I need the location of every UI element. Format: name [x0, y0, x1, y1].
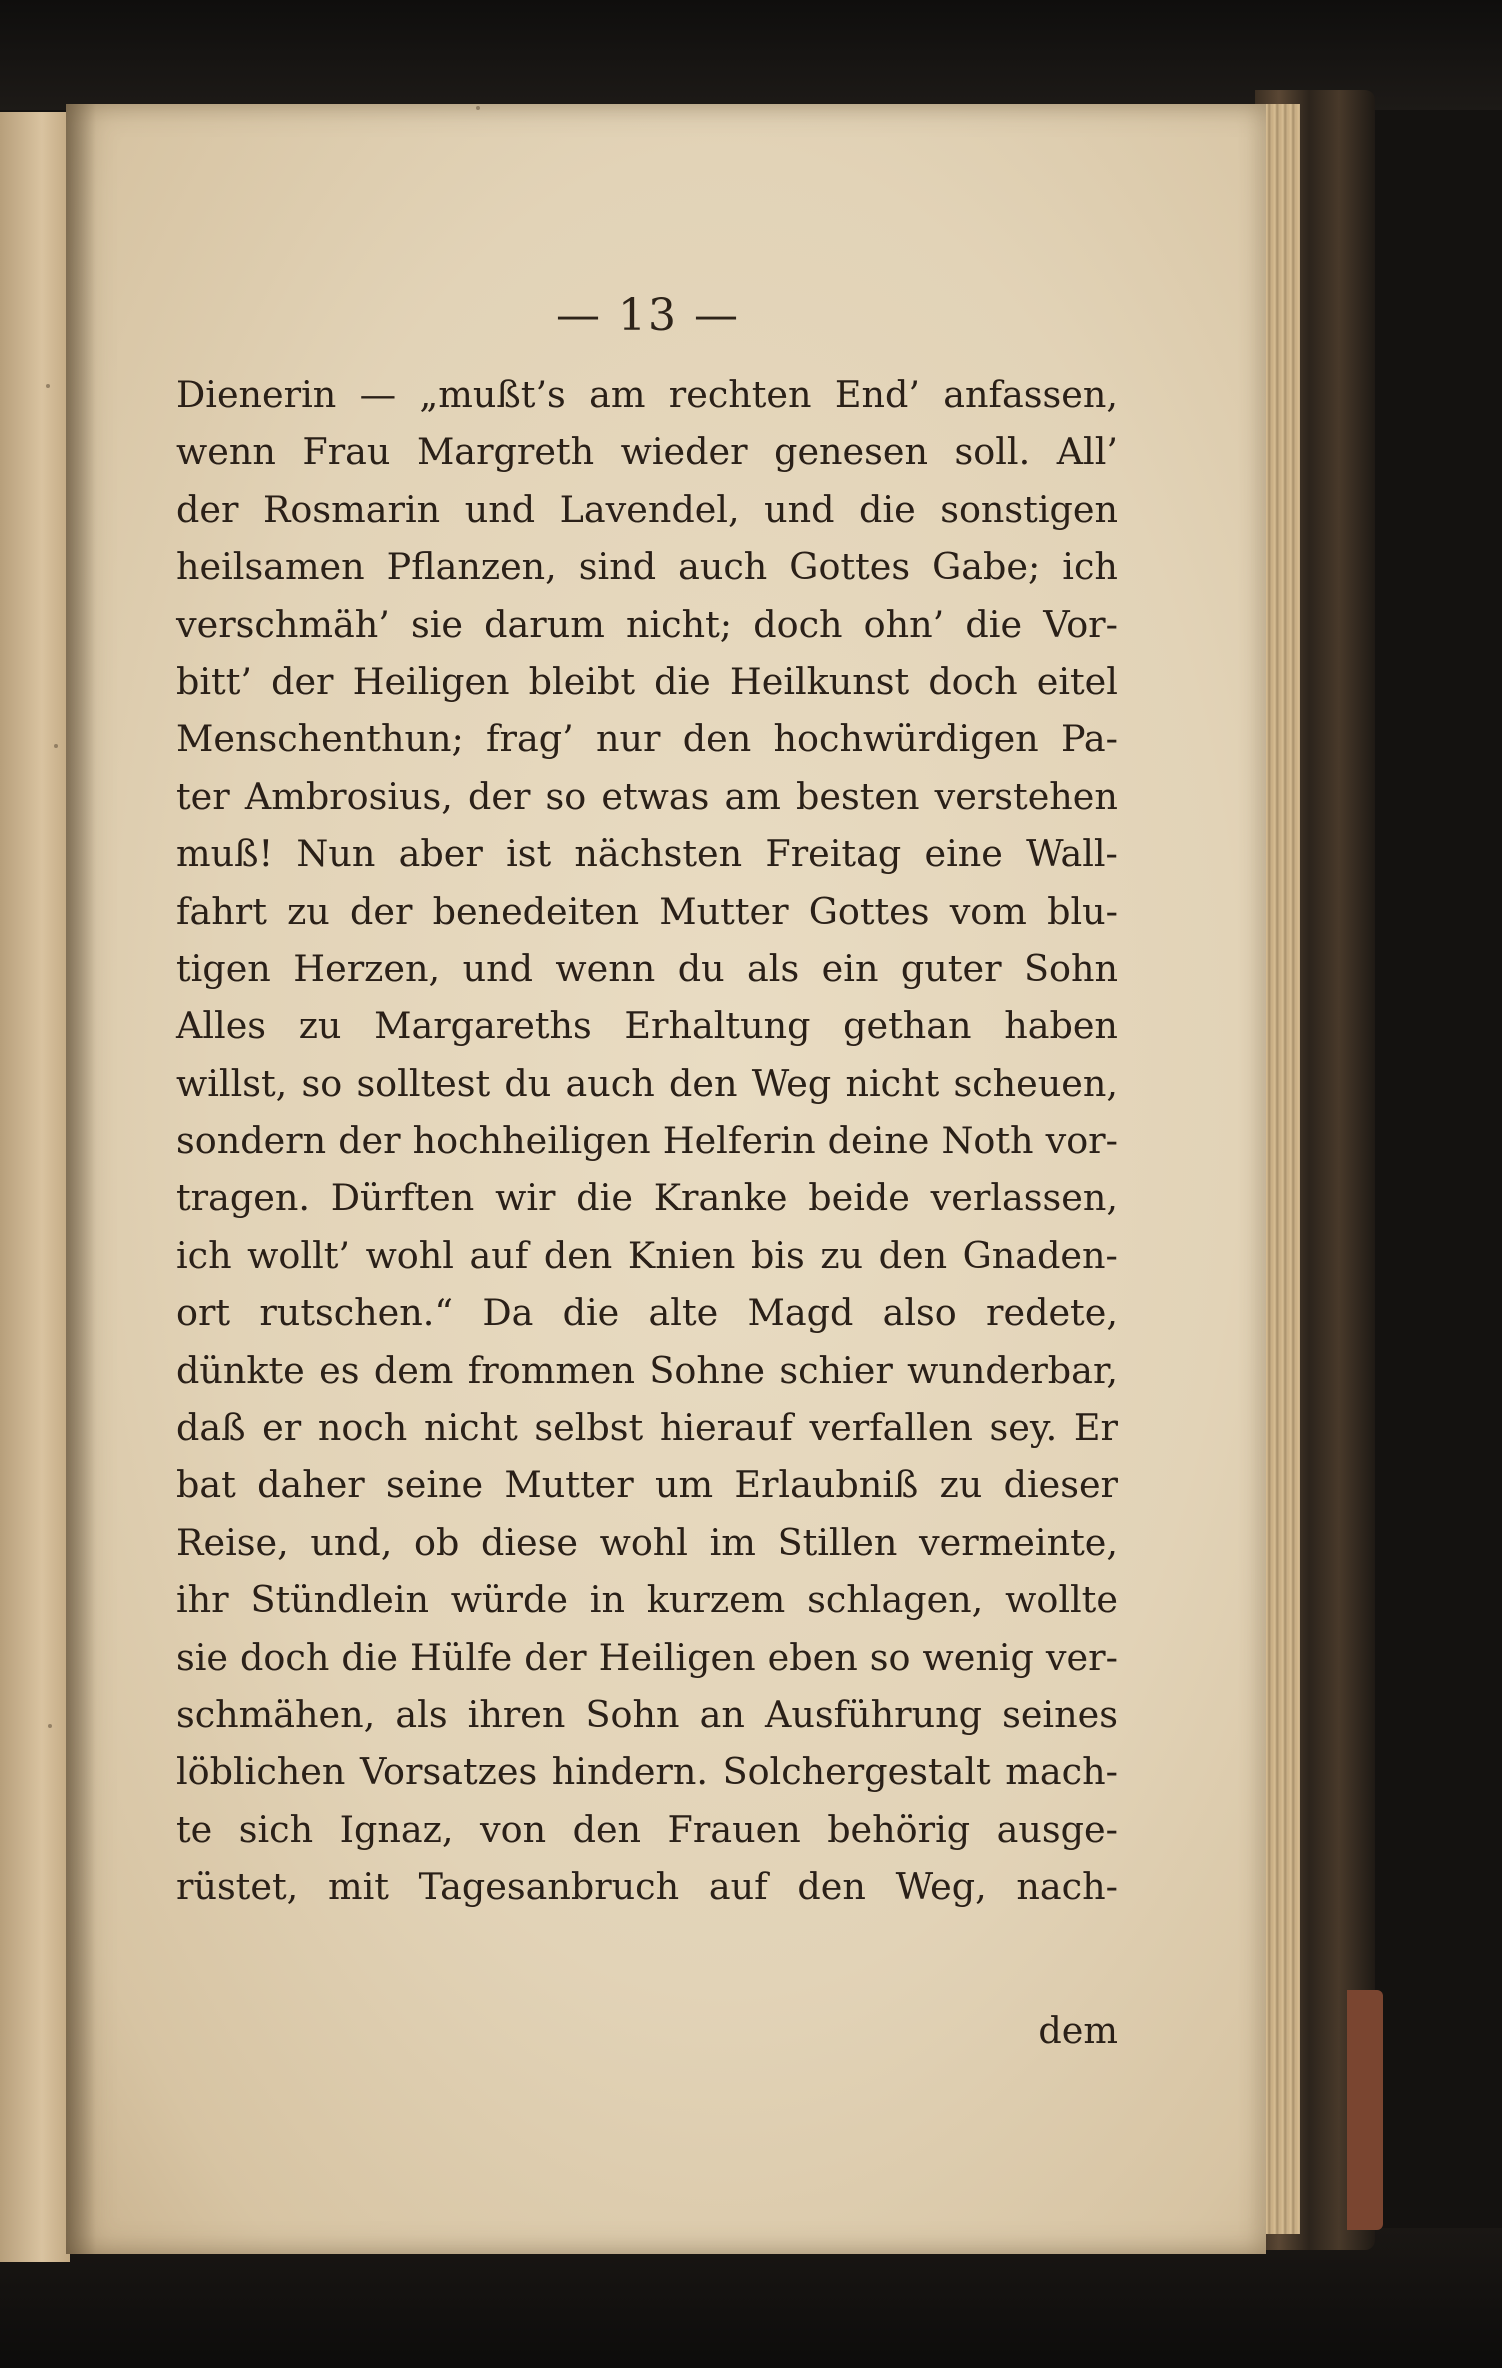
word: Ignaz,: [339, 1807, 454, 1851]
word: Margreth: [416, 430, 595, 474]
word: tragen.: [176, 1176, 310, 1220]
word: Gottes: [789, 545, 911, 589]
word: eben: [767, 1635, 858, 1679]
word: seine: [386, 1463, 484, 1507]
word: sie: [176, 1635, 229, 1679]
word: te: [176, 1807, 213, 1851]
word: Gabe;: [932, 545, 1041, 589]
word: ort: [176, 1291, 231, 1335]
word: hochwürdigen: [773, 717, 1039, 761]
text-line: [176, 825, 1118, 882]
word: diese: [480, 1520, 578, 1564]
word: rutschen.“: [259, 1291, 454, 1335]
word: die: [654, 659, 711, 703]
word: die: [562, 1291, 620, 1335]
word: Vor-: [1043, 602, 1118, 646]
word: tigen: [176, 946, 271, 990]
word: Sohn: [585, 1692, 680, 1736]
word: nicht: [845, 1061, 940, 1105]
text-line: [176, 1456, 1118, 1513]
word: Nun: [296, 832, 376, 876]
word: seines: [1002, 1692, 1118, 1736]
text-line: [176, 1686, 1118, 1743]
word: noch: [317, 1406, 408, 1450]
book-page: [66, 104, 1266, 2254]
word: wir: [495, 1176, 556, 1220]
word: End’: [834, 373, 920, 416]
catchword: dem: [1038, 2009, 1118, 2052]
word: Heiligen: [352, 659, 510, 703]
word: All’: [1056, 430, 1118, 474]
word: es: [319, 1348, 360, 1392]
word: die: [965, 602, 1023, 646]
word: Kranke: [653, 1176, 788, 1220]
word: daß: [176, 1406, 246, 1450]
word: so: [301, 1061, 343, 1105]
word: Stündlein: [250, 1578, 429, 1622]
word: Erlaubniß: [734, 1463, 919, 1507]
paper-speck: [54, 744, 58, 748]
word: zu: [287, 889, 330, 933]
word: vor-: [1045, 1119, 1118, 1163]
paper-speck: [48, 1724, 52, 1728]
word: Reise,: [176, 1520, 289, 1564]
word: nicht;: [625, 602, 733, 646]
word: heilsamen: [176, 545, 365, 589]
word: der: [271, 659, 334, 703]
word: verfallen: [809, 1406, 973, 1450]
word: bleibt: [528, 659, 636, 703]
text-line: [176, 883, 1118, 940]
word: darum: [484, 602, 605, 646]
word: so: [869, 1635, 911, 1679]
word: wohl: [599, 1520, 688, 1564]
word: Magd: [747, 1291, 854, 1335]
word: Weg,: [895, 1865, 987, 1909]
word: Wall-: [1026, 832, 1118, 876]
word: genesen: [774, 430, 928, 474]
word: Er: [1073, 1406, 1118, 1450]
word: dünkte: [176, 1348, 305, 1392]
text-line: [176, 538, 1118, 595]
text-line: [176, 1858, 1118, 1915]
text-line: [176, 423, 1118, 480]
word: in: [589, 1578, 625, 1622]
word: bitt’: [176, 659, 252, 703]
word: und: [764, 487, 835, 531]
word: dieser: [1003, 1463, 1118, 1507]
word: der: [467, 774, 531, 818]
word: wollte: [1005, 1578, 1118, 1622]
word: Frau: [302, 430, 391, 474]
word: also: [882, 1291, 957, 1335]
word: schlagen,: [807, 1578, 984, 1622]
word: der: [338, 1119, 401, 1163]
word: nur: [596, 717, 661, 761]
paper-speck: [46, 384, 50, 388]
text-line: [176, 940, 1118, 997]
word: wohl: [365, 1233, 454, 1277]
paper-speck: [476, 106, 480, 110]
word: solltest: [356, 1061, 491, 1105]
word: Mutter: [659, 889, 789, 933]
word: ver-: [1045, 1635, 1118, 1679]
word: benedeiten: [432, 889, 640, 933]
word: Tagesanbruch: [418, 1865, 680, 1909]
word: ausge-: [996, 1807, 1118, 1851]
body-text: [176, 366, 1118, 1916]
word: den: [668, 1061, 738, 1105]
word: rechten: [668, 373, 812, 416]
word: hochheiligen: [412, 1119, 651, 1163]
word: schmähen,: [176, 1692, 376, 1736]
word: ist: [506, 832, 552, 876]
word: beide: [808, 1176, 910, 1220]
word: an: [699, 1692, 745, 1736]
word: Dienerin: [176, 373, 337, 416]
word: hierauf: [659, 1406, 793, 1450]
word: am: [724, 774, 781, 818]
word: Alles: [176, 1004, 267, 1048]
word: Pa-: [1060, 717, 1118, 761]
text-line: [176, 1399, 1118, 1456]
text-line: [176, 1801, 1118, 1858]
word: als: [747, 946, 800, 990]
word: behörig: [827, 1807, 971, 1851]
word: eitel: [1036, 659, 1118, 703]
text-line: [176, 1629, 1118, 1686]
word: wenn: [176, 430, 276, 474]
word: die: [576, 1176, 633, 1220]
word: Weg: [751, 1061, 832, 1105]
word: schier: [779, 1348, 893, 1392]
word: er: [262, 1406, 302, 1450]
word: als: [395, 1692, 448, 1736]
text-line: [176, 997, 1118, 1054]
text-line: [176, 366, 1118, 423]
word: rüstet,: [176, 1865, 299, 1909]
page-number: — 13 —: [556, 290, 740, 341]
word: fahrt: [176, 889, 267, 933]
text-line: [176, 1169, 1118, 1226]
word: mach-: [1005, 1750, 1118, 1794]
word: sonstigen: [940, 487, 1118, 531]
word: und: [462, 946, 533, 990]
word: du: [504, 1061, 552, 1105]
word: ein: [821, 946, 879, 990]
word: guter: [900, 946, 1002, 990]
word: „mußt’s: [419, 373, 566, 416]
word: Heiligen: [598, 1635, 756, 1679]
word: nächsten: [574, 832, 743, 876]
word: aber: [398, 832, 483, 876]
word: Sohne: [649, 1348, 766, 1392]
word: nach-: [1016, 1865, 1118, 1909]
word: Gnaden-: [962, 1233, 1118, 1277]
word: so: [545, 774, 587, 818]
facing-page-edge: [0, 112, 70, 2262]
word: sich: [238, 1807, 314, 1851]
word: soll.: [954, 430, 1031, 474]
word: Mutter: [504, 1463, 634, 1507]
word: besten: [796, 774, 920, 818]
word: der: [176, 487, 239, 531]
word: bis: [750, 1233, 805, 1277]
word: und,: [310, 1520, 393, 1564]
word: Ausführung: [765, 1692, 982, 1736]
word: wieder: [620, 430, 748, 474]
word: verschmäh’: [176, 602, 390, 646]
text-line: [176, 768, 1118, 825]
word: Sohn: [1023, 946, 1118, 990]
word: Erhaltung: [624, 1004, 811, 1048]
text-line: [176, 710, 1118, 767]
word: doch: [928, 659, 1018, 703]
word: daher: [257, 1463, 365, 1507]
word: ter: [176, 774, 230, 818]
word: blu-: [1047, 889, 1118, 933]
word: zu: [939, 1463, 983, 1507]
word: kurzem: [646, 1578, 786, 1622]
word: Freitag: [765, 832, 902, 876]
word: Ambrosius,: [244, 774, 453, 818]
word: der: [350, 889, 413, 933]
word: alte: [648, 1291, 719, 1335]
word: wollt’: [247, 1233, 351, 1277]
word: redete,: [986, 1291, 1118, 1335]
text-line: [176, 596, 1118, 653]
text-line: [176, 1112, 1118, 1169]
word: ich: [1062, 545, 1118, 589]
word: Pflanzen,: [386, 545, 557, 589]
word: auf: [469, 1233, 529, 1277]
word: sie: [410, 602, 463, 646]
word: Hülfe: [410, 1635, 513, 1679]
word: Rosmarin: [262, 487, 441, 531]
word: Da: [482, 1291, 534, 1335]
word: frag’: [486, 717, 574, 761]
word: muß!: [176, 832, 274, 876]
word: Herzen,: [293, 946, 441, 990]
word: deine: [827, 1119, 930, 1163]
word: sind: [578, 545, 657, 589]
word: sey.: [989, 1406, 1058, 1450]
word: eine: [924, 832, 1003, 876]
word: auch: [678, 545, 768, 589]
word: den: [878, 1233, 948, 1277]
word: zu: [820, 1233, 864, 1277]
word: haben: [1004, 1004, 1118, 1048]
word: Gottes: [808, 889, 930, 933]
text-line: [176, 653, 1118, 710]
word: selbst: [534, 1406, 644, 1450]
word: du: [677, 946, 725, 990]
word: Menschenthun;: [176, 717, 464, 761]
word: scheuen,: [953, 1061, 1118, 1105]
word: im: [709, 1520, 756, 1564]
word: doch: [753, 602, 843, 646]
word: Noth: [941, 1119, 1034, 1163]
word: verlassen,: [930, 1176, 1118, 1220]
word: sondern: [176, 1119, 327, 1163]
word: willst,: [176, 1061, 288, 1105]
word: vom: [949, 889, 1027, 933]
text-line: [176, 1743, 1118, 1800]
text-line: [176, 1571, 1118, 1628]
word: wenn: [555, 946, 656, 990]
word: verstehen: [934, 774, 1118, 818]
word: vermeinte,: [919, 1520, 1118, 1564]
word: —: [359, 373, 397, 416]
word: wenig: [922, 1635, 1034, 1679]
page-gutter: [66, 104, 96, 2254]
word: Helferin: [662, 1119, 816, 1163]
word: ohn’: [863, 602, 945, 646]
word: Dürften: [330, 1176, 475, 1220]
word: auch: [565, 1061, 655, 1105]
word: Knien: [627, 1233, 736, 1277]
word: hindern.: [551, 1750, 708, 1794]
word: auf: [708, 1865, 768, 1909]
word: frommen: [467, 1348, 636, 1392]
word: ich: [176, 1233, 232, 1277]
word: am: [589, 373, 646, 416]
word: anfassen,: [943, 373, 1118, 416]
word: bat: [176, 1463, 236, 1507]
word: der: [524, 1635, 587, 1679]
word: den: [682, 717, 752, 761]
word: zu: [298, 1004, 342, 1048]
word: Lavendel,: [559, 487, 740, 531]
word: nicht: [423, 1406, 518, 1450]
word: ihr: [176, 1578, 229, 1622]
word: mit: [327, 1865, 389, 1909]
word: um: [654, 1463, 714, 1507]
word: ihren: [467, 1692, 566, 1736]
word: wunderbar,: [907, 1348, 1118, 1392]
text-line: [176, 1227, 1118, 1284]
word: den: [797, 1865, 866, 1909]
word: den: [572, 1807, 642, 1851]
word: ob: [413, 1520, 460, 1564]
text-line: [176, 1055, 1118, 1112]
word: würde: [450, 1578, 568, 1622]
word: dem: [373, 1348, 454, 1392]
word: Frauen: [667, 1807, 801, 1851]
word: und: [464, 487, 536, 531]
word: doch: [240, 1635, 330, 1679]
text-line: [176, 1342, 1118, 1399]
word: von: [479, 1807, 547, 1851]
word: die: [341, 1635, 399, 1679]
word: gethan: [843, 1004, 972, 1048]
word: Vorsatzes: [360, 1750, 538, 1794]
word: die: [859, 487, 916, 531]
word: Stillen: [777, 1520, 898, 1564]
word: Margareths: [374, 1004, 592, 1048]
word: den: [543, 1233, 613, 1277]
word: Heilkunst: [729, 659, 910, 703]
word: löblichen: [176, 1750, 346, 1794]
text-line: [176, 1284, 1118, 1341]
word: etwas: [601, 774, 710, 818]
word: Solchergestalt: [722, 1750, 991, 1794]
text-line: [176, 481, 1118, 538]
text-line: [176, 1514, 1118, 1571]
